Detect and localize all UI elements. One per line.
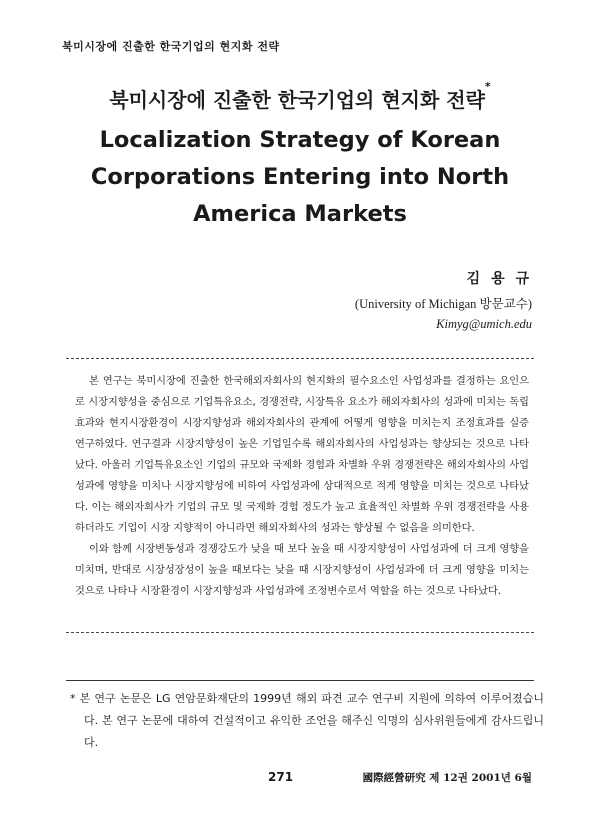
title-english-line-3: America Markets <box>193 201 407 227</box>
title-korean-text: 북미시장에 진출한 한국기업의 현지화 전략 <box>109 88 485 112</box>
footnote-divider <box>66 680 534 681</box>
author-name: 김 용 규 <box>466 271 532 287</box>
author-affiliation: (University of Michigan 방문교수) <box>354 297 532 311</box>
running-head: 북미시장에 진출한 한국기업의 현지화 전략 <box>62 40 280 53</box>
abstract-bottom-divider <box>66 632 534 633</box>
abstract-paragraph-1: 본 연구는 북미시장에 진출한 한국해외자회사의 현지화의 필수요소인 사업성과를 결정하는 요인으로 시장지향성을 중심으로 기업특유요소, 경쟁전략, 시장특유 요소가 해외자회사의 성과에 미치는 독립효과와 현지시장환경이 시장지향성과 해외자회사의 관계에 어떻게 영향을 미치는지 조정효과를 실증 연구하였다. 연구결과 시장지향성이 높은 기업일수록 해외자회사의 사업성과는 향상되는 것으로 나타났다. 아울러 기업특유요소인 기업의 규모와 국제화 경험과 차별화 우위 경쟁전략은 해외자회사의 사업성과에 영향을 미치나 시장지향성에 비하여 사업성과에 상대적으로 적게 영향을 미치는 것으로 나타났다. 이는 해외자회사가 기업의 규모 및 국제화 경험 정도가 높고 효율적인 차별화 우위 경쟁전략을 사용하더라도 기업이 시장 지향적이 아니라면 해외자회사의 성과는 향상될 수 없음을 의미한다. <box>75 376 529 534</box>
journal-info: 國際經營研究 제 12권 2001년 6월 <box>362 772 532 784</box>
author-email: Kimyg@umich.edu <box>436 317 532 331</box>
title-footnote-marker: * <box>484 80 491 93</box>
title-english <box>0 122 600 233</box>
title-english-line-2: Corporations Entering into North <box>90 164 510 190</box>
abstract-paragraph-2: 이와 함께 시장변동성과 경쟁강도가 낮을 때 보다 높을 때 시장지향성이 사업성과에 더 크게 영향을 미치며, 반대로 시장성장성이 높을 때보다는 낮을 때 시장지향성이 사업성과에 더 크게 영향을 미치는 것으로 나타나 시장환경이 시장지향성과 사업성과에 조정변수로서 역할을 하는 것으로 나타났다. <box>75 544 529 597</box>
abstract-top-divider <box>66 358 534 359</box>
footnote: * 본 연구 논문은 LG 연암문화재단의 1999년 해외 파견 교수 연구비 지원에 의하여 이루어졌습니다. 본 연구 논문에 대하여 건설적이고 유익한 조언을 해주신 익명의 심사위원들에게 감사드립니다. <box>70 692 544 749</box>
abstract <box>75 371 529 602</box>
page-number: 271 <box>268 770 294 784</box>
title-english-line-1: Localization Strategy of Korean <box>99 127 501 153</box>
title-korean <box>0 80 600 113</box>
